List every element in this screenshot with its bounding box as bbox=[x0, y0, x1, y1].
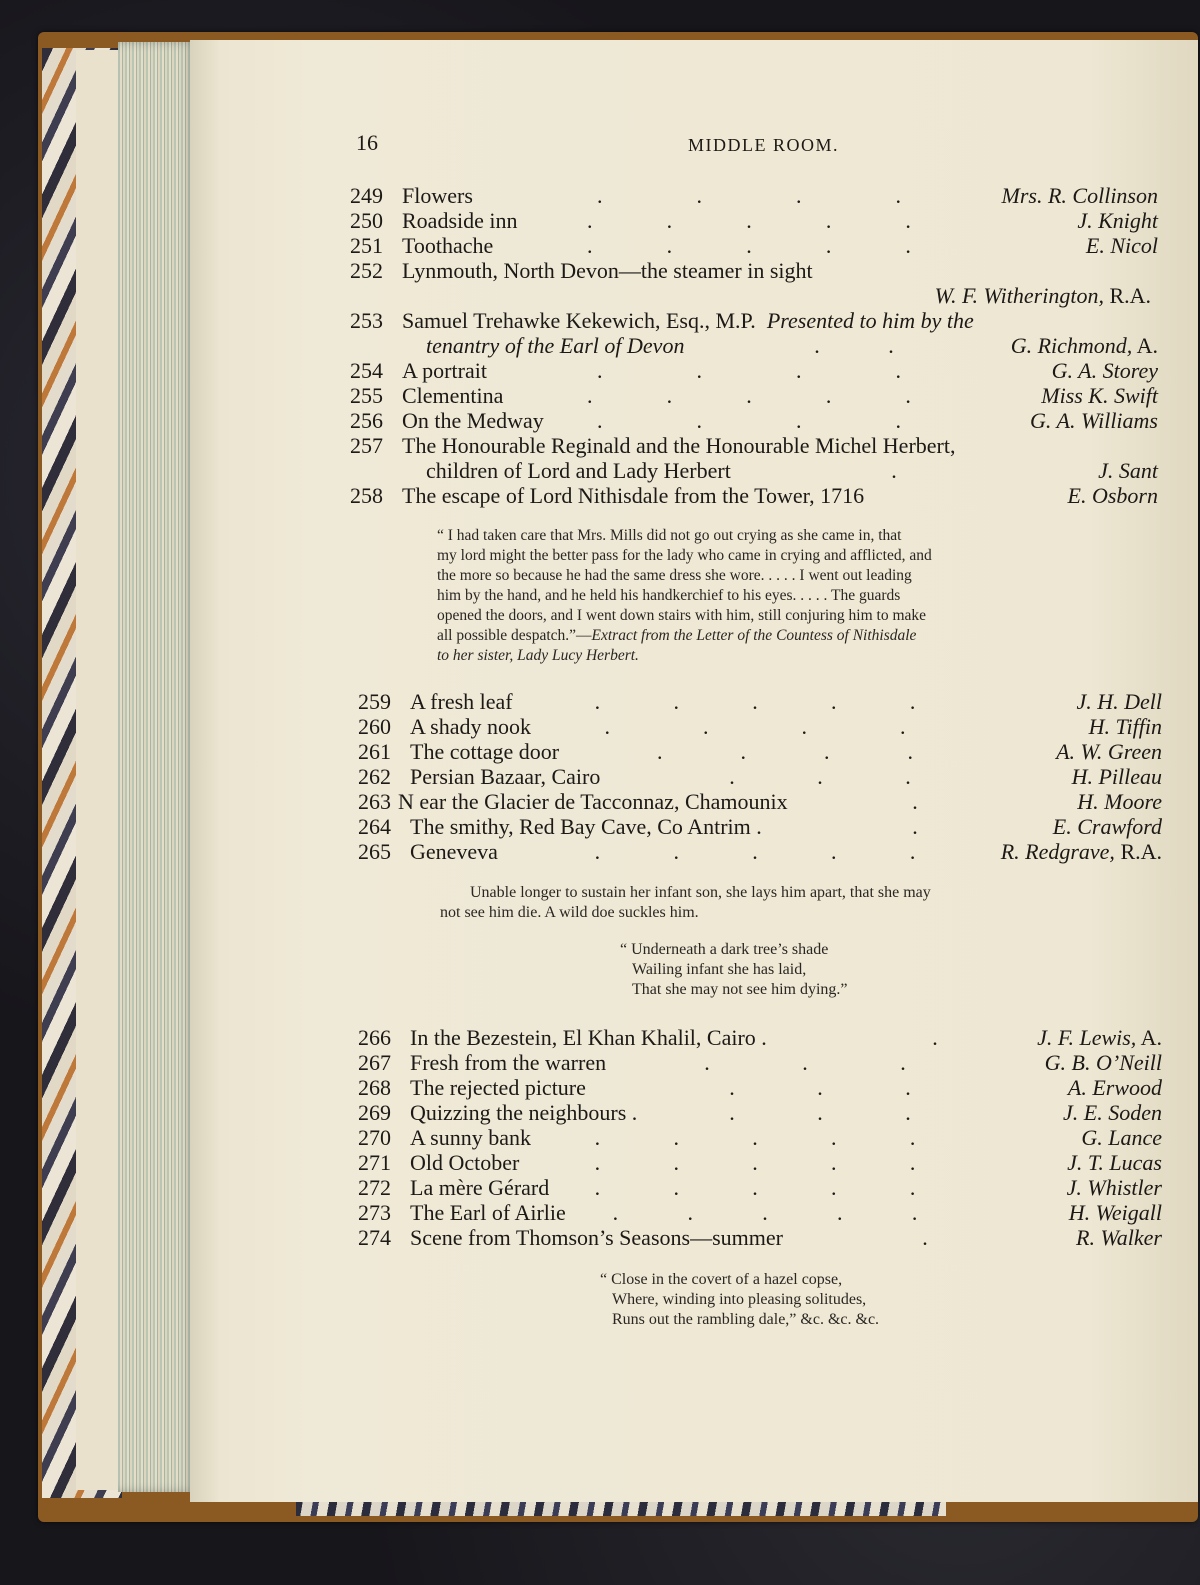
quotation-text: all possible despatch.”— bbox=[437, 627, 592, 644]
poem-line: Wailing infant she has laid, bbox=[632, 961, 807, 978]
entry-number: 268 bbox=[358, 1075, 391, 1100]
entry-artist: J. Knight bbox=[1077, 208, 1158, 233]
leader-dots: . . . bbox=[729, 764, 911, 789]
catalogue-entry bbox=[358, 839, 1162, 864]
catalogue-entry bbox=[358, 1175, 1162, 1200]
leader-dots: . . . . . bbox=[587, 208, 911, 233]
artist-honour: R.A. bbox=[1103, 283, 1151, 308]
entry-title: On the Medway bbox=[402, 408, 544, 433]
leader-dots: . bbox=[922, 1225, 928, 1250]
catalogue-entry bbox=[350, 358, 1158, 383]
entry-number: 257 bbox=[350, 433, 383, 458]
poem-excerpt bbox=[600, 1270, 879, 1330]
catalogue-entry bbox=[358, 1200, 1162, 1225]
entry-title: N ear the Glacier de Tacconnaz, Chamounix bbox=[398, 789, 788, 814]
catalogue-entry bbox=[358, 739, 1162, 764]
leader-dots: . . . . . bbox=[594, 839, 916, 864]
entry-title: A portrait bbox=[402, 358, 487, 383]
catalogue-entry bbox=[350, 258, 1158, 283]
entry-title: The rejected picture bbox=[410, 1075, 586, 1100]
artist-honour: R.A. bbox=[1114, 839, 1162, 864]
entry-artist bbox=[1001, 839, 1162, 864]
poem-line: That she may not see him dying.” bbox=[632, 981, 848, 998]
leader-dots: . . . bbox=[704, 1050, 906, 1075]
entry-title: Toothache bbox=[402, 233, 494, 258]
note-line: not see him die. A wild doe suckles him. bbox=[440, 904, 699, 921]
catalogue-entry bbox=[350, 308, 1158, 333]
entry-number: 263 bbox=[358, 789, 391, 814]
entry-title: Scene from Thomson’s Seasons—summer bbox=[410, 1225, 783, 1250]
entry-number: 270 bbox=[358, 1125, 391, 1150]
entry-title: La mère Gérard bbox=[410, 1175, 550, 1200]
entry-number: 269 bbox=[358, 1100, 391, 1125]
entry-title: A shady nook bbox=[410, 714, 531, 739]
catalogue-entry bbox=[350, 208, 1158, 233]
entry-artist bbox=[1037, 1025, 1162, 1050]
entry-number: 250 bbox=[350, 208, 383, 233]
entry-artist: J. H. Dell bbox=[1076, 689, 1162, 714]
entry-artist bbox=[1011, 333, 1158, 358]
entry-artist: H. Tiffin bbox=[1088, 714, 1162, 739]
catalogue-entry bbox=[358, 714, 1162, 739]
entry-title: Lynmouth, North Devon—the steamer in sight bbox=[402, 258, 813, 283]
entry-title: The smithy, Red Bay Cave, Co Antrim . bbox=[410, 814, 762, 839]
leader-dots: . . . . . bbox=[594, 1175, 916, 1200]
entry-number: 249 bbox=[350, 183, 383, 208]
leader-dots: . . . . bbox=[597, 408, 901, 433]
entry-number: 274 bbox=[358, 1225, 391, 1250]
entry-number: 251 bbox=[350, 233, 383, 258]
entry-title: The Honourable Reginald and the Honourable Michel Herbert, bbox=[402, 433, 956, 458]
entry-artist: J. Whistler bbox=[1066, 1175, 1162, 1200]
catalogue-entry bbox=[358, 1125, 1162, 1150]
catalogue-entry bbox=[358, 1100, 1162, 1125]
entry-number: 272 bbox=[358, 1175, 391, 1200]
catalogue-entry-continuation bbox=[350, 458, 1158, 483]
leader-dots: . bbox=[932, 1025, 938, 1050]
entry-title bbox=[402, 308, 974, 333]
leader-dots: . . . . bbox=[657, 739, 913, 764]
artist-name: R. Redgrave, bbox=[1000, 839, 1115, 864]
entry-title: In the Bezestein, El Khan Khalil, Cairo . bbox=[410, 1025, 767, 1050]
entry-artist: A. Erwood bbox=[1067, 1075, 1162, 1100]
poem-line: Runs out the rambling dale,” &c. &c. &c. bbox=[612, 1311, 880, 1328]
entry-artist: G. Lance bbox=[1081, 1125, 1162, 1150]
entry-number: 271 bbox=[358, 1150, 391, 1175]
page-number: 16 bbox=[356, 130, 378, 155]
entry-number: 261 bbox=[358, 739, 391, 764]
leader-dots: . bbox=[891, 458, 897, 483]
quotation-line: my lord might the better pass for the lady who came in crying and afflicted, and bbox=[437, 547, 932, 564]
entry-title: The escape of Lord Nithisdale from the Tower, 1716 bbox=[402, 483, 865, 508]
poem-line: “ Close in the covert of a hazel copse, bbox=[600, 1271, 843, 1288]
flyleaf bbox=[76, 50, 124, 1490]
entry-title: Geneveva bbox=[410, 839, 498, 864]
leader-dots: . . . . . bbox=[612, 1200, 918, 1225]
entry-title: A fresh leaf bbox=[410, 689, 513, 714]
entry-artist: J. T. Lucas bbox=[1067, 1150, 1162, 1175]
leader-dots: . bbox=[912, 789, 918, 814]
entry-title: Flowers bbox=[402, 183, 473, 208]
entry-artist: A. W. Green bbox=[1056, 739, 1162, 764]
entry-title: Quizzing the neighbours . bbox=[410, 1100, 638, 1125]
entry-title: Old October bbox=[410, 1150, 520, 1175]
entry-number: 258 bbox=[350, 483, 383, 508]
entry-artist: E. Osborn bbox=[1067, 483, 1158, 508]
entry-artist: J. Sant bbox=[1098, 458, 1158, 483]
entry-number: 267 bbox=[358, 1050, 391, 1075]
leader-dots: . . . . bbox=[597, 358, 901, 383]
leader-dots: . . . . bbox=[604, 714, 906, 739]
catalogue-entry bbox=[358, 1075, 1162, 1100]
entry-number: 262 bbox=[358, 764, 391, 789]
catalogue-entry bbox=[358, 1150, 1162, 1175]
entry-title: Fresh from the warren bbox=[410, 1050, 607, 1075]
catalogue-entry bbox=[350, 183, 1158, 208]
entry-artist bbox=[935, 283, 1151, 308]
quotation-source: Extract from the Letter of the Countess of Nithisdale bbox=[591, 627, 917, 644]
artist-name: W. F. Witherington, bbox=[934, 283, 1104, 308]
catalogue-page bbox=[190, 40, 1198, 1502]
entry-title: The Earl of Airlie bbox=[410, 1200, 566, 1225]
quotation-line bbox=[437, 626, 932, 646]
artist-honour: A. bbox=[1136, 1025, 1162, 1050]
leader-dots: . . . bbox=[729, 1100, 911, 1125]
catalogue-entry bbox=[358, 689, 1162, 714]
quotation-line: opened the doors, and I went down stairs with him, still conjuring him to make bbox=[437, 607, 927, 624]
entry-artist: Mrs. R. Collinson bbox=[1001, 183, 1158, 208]
page-edges bbox=[118, 42, 196, 1492]
entry-number: 266 bbox=[358, 1025, 391, 1050]
leader-dots: . . bbox=[814, 333, 894, 358]
entry-title: Persian Bazaar, Cairo bbox=[410, 764, 601, 789]
catalogue-entry bbox=[358, 1025, 1162, 1050]
artist-honour: A. bbox=[1132, 333, 1158, 358]
entry-number: 252 bbox=[350, 258, 383, 283]
leader-dots: . . . . . bbox=[594, 1125, 916, 1150]
entry-number: 254 bbox=[350, 358, 383, 383]
catalogue-entry bbox=[358, 814, 1162, 839]
artist-name: G. Richmond, bbox=[1010, 333, 1133, 358]
poem-line: “ Underneath a dark tree’s shade bbox=[620, 941, 829, 958]
entry-artist: G. A. Williams bbox=[1030, 408, 1158, 433]
catalogue-entry bbox=[358, 764, 1162, 789]
entry-title: Clementina bbox=[402, 383, 504, 408]
leader-dots: . . . bbox=[729, 1075, 911, 1100]
catalogue-entry bbox=[358, 1050, 1162, 1075]
entry-number: 253 bbox=[350, 308, 383, 333]
leader-dots: . . . . . bbox=[594, 1150, 916, 1175]
entry-number: 255 bbox=[350, 383, 383, 408]
entry-number: 273 bbox=[358, 1200, 391, 1225]
entry-number: 259 bbox=[358, 689, 391, 714]
entry-artist: Miss K. Swift bbox=[1041, 383, 1158, 408]
entry-artist: H. Pilleau bbox=[1071, 764, 1162, 789]
presentation-note-cont: tenantry of the Earl of Devon bbox=[426, 333, 685, 358]
entry-artist: E. Crawford bbox=[1052, 814, 1162, 839]
catalogue-entry-continuation bbox=[350, 333, 1158, 358]
quotation-source-cont: to her sister, Lady Lucy Herbert. bbox=[437, 647, 639, 664]
entry-title: A sunny bank bbox=[410, 1125, 531, 1150]
entry-artist: H. Weigall bbox=[1068, 1200, 1162, 1225]
description-note bbox=[440, 883, 931, 923]
entry-number: 260 bbox=[358, 714, 391, 739]
entry-artist: R. Walker bbox=[1076, 1225, 1162, 1250]
quotation-line: the more so because he had the same dress she wore. . . . . I went out leading bbox=[437, 567, 912, 584]
entry-number: 256 bbox=[350, 408, 383, 433]
entry-number: 264 bbox=[358, 814, 391, 839]
entry-artist: G. A. Storey bbox=[1051, 358, 1158, 383]
quotation-line: “ I had taken care that Mrs. Mills did not go out crying as she came in, that bbox=[437, 527, 902, 544]
entry-title-cont: children of Lord and Lady Herbert bbox=[426, 458, 731, 483]
poem-line: Where, winding into pleasing solitudes, bbox=[612, 1291, 867, 1308]
leader-dots: . . . . . bbox=[587, 383, 911, 408]
quotation-line: him by the hand, and he held his handkerchief to his eyes. . . . . The guards bbox=[437, 587, 901, 604]
running-header: MIDDLE ROOM. bbox=[688, 135, 839, 155]
artist-name: J. F. Lewis, bbox=[1037, 1025, 1137, 1050]
leader-dots: . . . . bbox=[597, 183, 901, 208]
note-line: Unable longer to sustain her infant son, she lays him apart, that she may bbox=[470, 884, 931, 901]
presentation-note: Presented to him by the bbox=[766, 308, 974, 333]
entry-number: 265 bbox=[358, 839, 391, 864]
entry-artist: H. Moore bbox=[1077, 789, 1162, 814]
entry-artist: E. Nicol bbox=[1085, 233, 1158, 258]
entry-artist: J. E. Soden bbox=[1063, 1100, 1162, 1125]
catalogue-entry bbox=[350, 483, 1158, 508]
entry-title: Roadside inn bbox=[402, 208, 518, 233]
entry-title: The cottage door bbox=[410, 739, 560, 764]
leader-dots: . . . . . bbox=[594, 689, 916, 714]
catalogue-entry bbox=[358, 789, 1162, 814]
catalogue-entry bbox=[358, 1225, 1162, 1250]
quotation-block bbox=[437, 526, 932, 666]
poem-excerpt bbox=[620, 940, 848, 1000]
catalogue-entry bbox=[350, 408, 1158, 433]
leader-dots: . . . . . bbox=[587, 233, 911, 258]
entry-artist: G. B. O’Neill bbox=[1044, 1050, 1162, 1075]
catalogue-entry bbox=[350, 233, 1158, 258]
catalogue-entry bbox=[350, 383, 1158, 408]
leader-dots: . bbox=[912, 814, 918, 839]
sitter-name: Samuel Trehawke Kekewich, Esq., M.P. bbox=[402, 308, 756, 333]
catalogue-entry bbox=[350, 433, 1158, 458]
